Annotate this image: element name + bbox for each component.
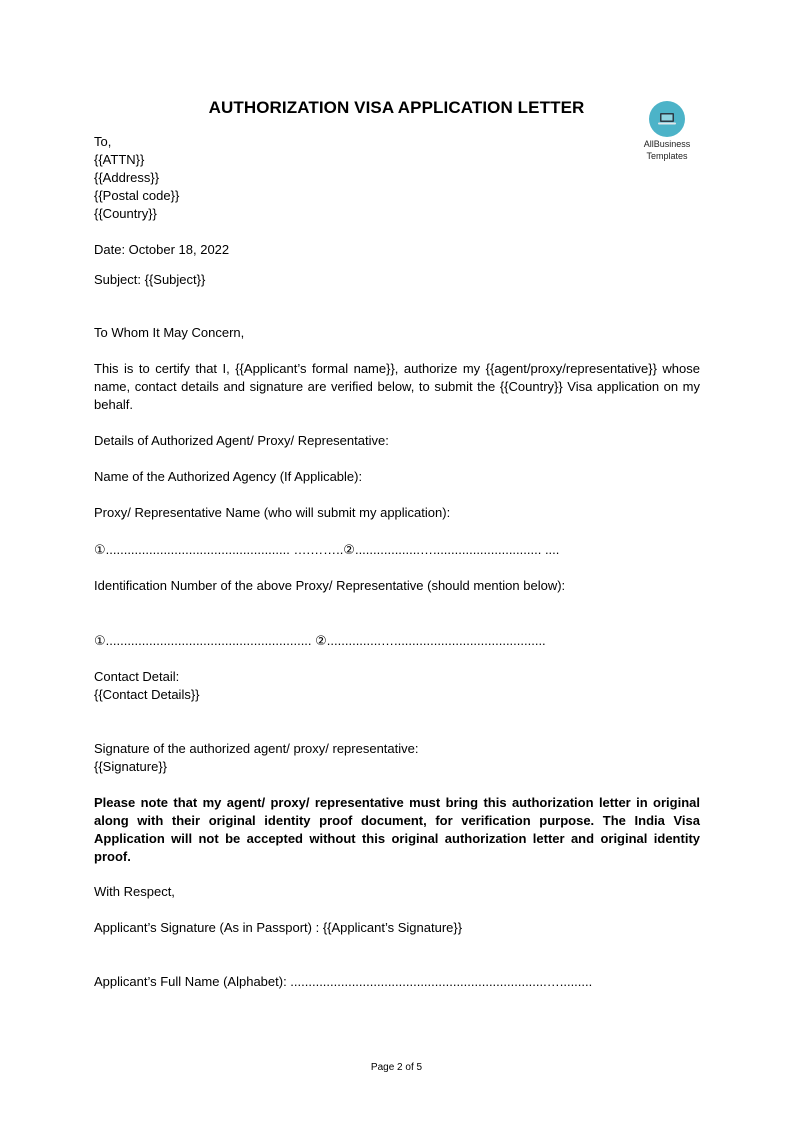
identification-fill-line: ①......................................................... ②...............…..........................................	[94, 633, 546, 648]
applicant-full-name-line: Applicant’s Full Name (Alphabet): .......................................................................….........	[94, 974, 593, 989]
identification-label: Identification Number of the above Proxy/ Representative (should mention below):	[94, 578, 566, 593]
contact-label: Contact Detail:	[94, 669, 180, 684]
address-country: {{Country}}	[94, 206, 157, 221]
letter-body-paragraph: This is to certify that I, {{Applicant’s formal name}}, authorize my {{agent/proxy/representative}} whose name, contact details and signature are verified below, to submit the {{Country}} Visa application on my behalf.	[94, 361, 700, 412]
agency-name-label: Name of the Authorized Agency (If Applicable):	[94, 469, 363, 484]
authorization-note: Please note that my agent/ proxy/ representative must bring this authorization letter in original along with their original identity proof document, for verification purpose. The India Visa Application will not be accepted without this original authorization letter and original identity proof.	[94, 795, 700, 864]
document-title: AUTHORIZATION VISA APPLICATION LETTER	[208, 98, 585, 117]
letter-subject: Subject: {{Subject}}	[94, 272, 206, 287]
letter-greeting: To Whom It May Concern,	[94, 325, 245, 340]
laptop-icon	[657, 110, 677, 128]
logo-text-line1: AllBusiness	[643, 139, 691, 149]
logo-text-line2: Templates	[646, 151, 688, 161]
applicant-signature-line: Applicant’s Signature (As in Passport) : {{Applicant’s Signature}}	[94, 920, 463, 935]
page-number-footer: Page 2 of 5	[370, 1062, 423, 1073]
address-street: {{Address}}	[94, 170, 160, 185]
address-attn: {{ATTN}}	[94, 152, 145, 167]
address-postal-code: {{Postal code}}	[94, 188, 180, 203]
closing-text: With Respect,	[94, 884, 175, 899]
agent-signature-label: Signature of the authorized agent/ proxy/ representative:	[94, 741, 419, 756]
contact-value: {{Contact Details}}	[94, 687, 200, 702]
address-to: To,	[94, 134, 112, 149]
logo-circle	[649, 101, 685, 137]
details-heading: Details of Authorized Agent/ Proxy/ Representative:	[94, 433, 389, 448]
proxy-name-label: Proxy/ Representative Name (who will submit my application):	[94, 505, 451, 520]
agent-signature-value: {{Signature}}	[94, 759, 168, 774]
letter-date: Date: October 18, 2022	[94, 242, 230, 257]
proxy-name-fill-line: ①................................................... ….……..②..................….............................. ....	[94, 542, 560, 557]
